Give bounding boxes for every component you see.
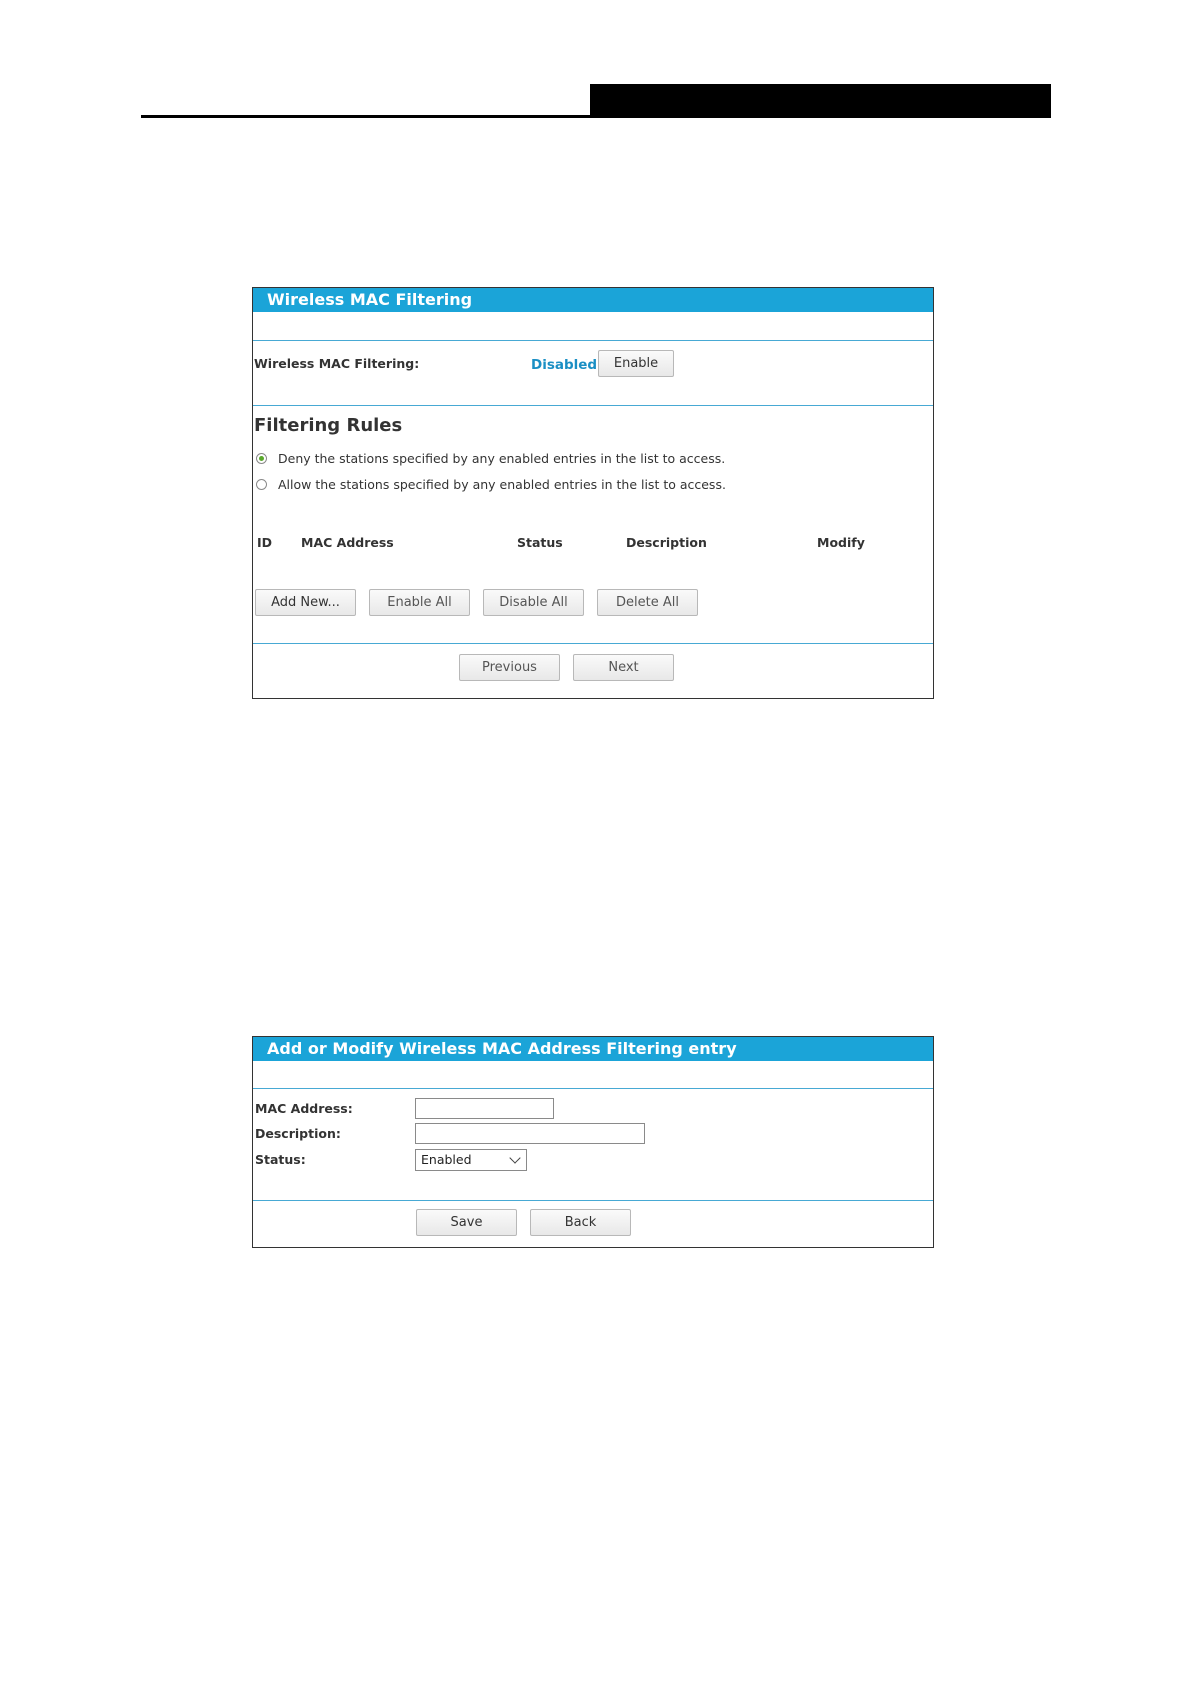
column-id: ID [257,535,273,550]
separator [253,1200,933,1201]
add-modify-entry-panel [252,1036,934,1248]
page-header-rule [141,115,1051,118]
allow-rule-label: Allow the stations specified by any enabled entries in the list to access. [278,477,726,492]
description-label: Description: [255,1126,341,1141]
description-input[interactable] [415,1123,645,1144]
separator [253,405,933,406]
column-modify: Modify [817,535,865,550]
status-select[interactable] [415,1149,527,1171]
column-mac-address: MAC Address [301,535,394,550]
separator [253,643,933,644]
column-description: Description [626,535,707,550]
mac-address-label: MAC Address: [255,1101,353,1116]
deny-rule-label: Deny the stations specified by any enabled entries in the list to access. [278,451,726,466]
filtering-rules-heading: Filtering Rules [254,415,403,436]
radio-selected-dot [259,456,264,461]
back-button[interactable]: Back [530,1209,631,1236]
delete-all-button[interactable]: Delete All [597,589,698,616]
filtering-status-value: Disabled [531,357,598,373]
add-new-button[interactable]: Add New... [255,589,356,616]
separator [253,1088,933,1089]
page-header-bar [590,84,1051,118]
mac-address-input[interactable] [415,1098,554,1119]
enable-button[interactable]: Enable [598,350,674,377]
separator [253,340,933,341]
next-button[interactable]: Next [573,654,674,681]
status-select-value: Enabled [421,1152,472,1167]
wireless-mac-filtering-panel [252,287,934,699]
panel-title: Wireless MAC Filtering [253,288,933,312]
status-label: Status: [255,1152,306,1167]
deny-rule-radio[interactable] [256,453,267,464]
save-button[interactable]: Save [416,1209,517,1236]
allow-rule-radio[interactable] [256,479,267,490]
panel-title: Add or Modify Wireless MAC Address Filtering entry [253,1037,933,1061]
chevron-down-icon [509,1152,520,1163]
filtering-label: Wireless MAC Filtering: [254,356,420,371]
previous-button[interactable]: Previous [459,654,560,681]
column-status: Status [517,535,563,550]
disable-all-button[interactable]: Disable All [483,589,584,616]
enable-all-button[interactable]: Enable All [369,589,470,616]
